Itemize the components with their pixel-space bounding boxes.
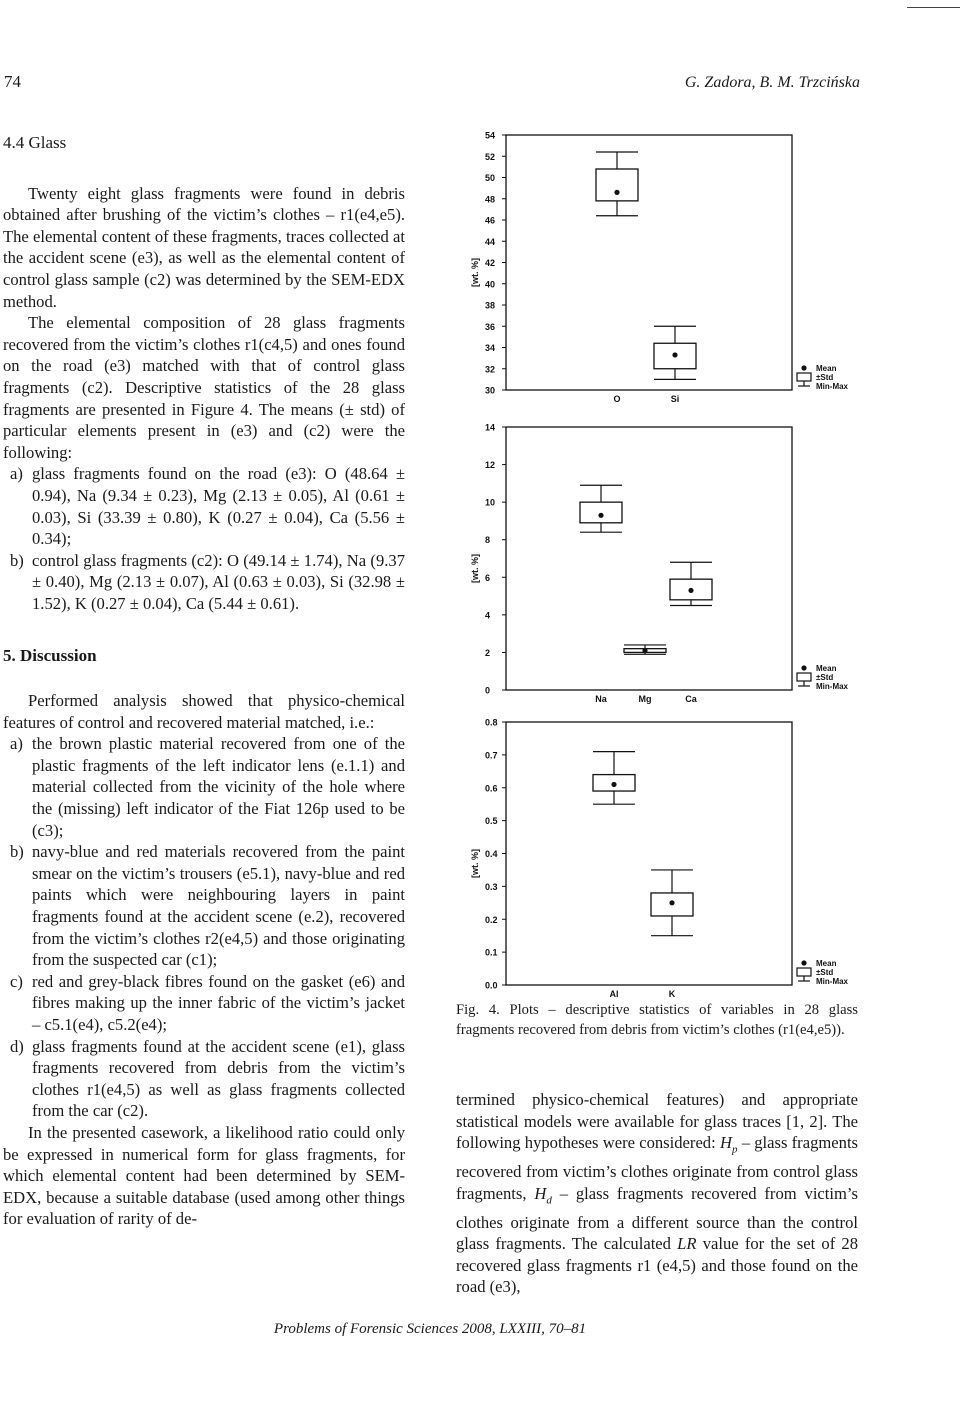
paragraph-likelihood: In the presented casework, a likelihood ratio could only be expressed in numerical form for glass fragments, for which elemental content had been determined by SEM-EDX, because a suitable database (used among other things for evaluation of rarity of de- [3, 1122, 405, 1229]
category-label: Al [609, 989, 619, 999]
y-tick-label: 0 [485, 685, 491, 696]
text-segment: termined physico-chemical features) and appropriate statistical models were available for glass traces [1, 2]. The following hypotheses were considered: [456, 1090, 858, 1153]
category-label: Na [595, 694, 607, 704]
legend-label: Min-Max [816, 977, 848, 986]
legend-label: Mean [816, 664, 837, 673]
y-tick-label: 0.8 [485, 717, 498, 728]
list-item [3, 463, 405, 549]
legend-std-marker [797, 373, 811, 381]
y-tick-label: 0.1 [485, 947, 498, 958]
text-segment: – glass fragments recovered from victim’s clothes originate from control glass fragments, [456, 1133, 859, 1203]
y-tick-label: 36 [485, 321, 496, 332]
y-tick-label: 0.7 [485, 750, 498, 761]
mean-point [642, 648, 647, 653]
paragraph-discussion: Performed analysis showed that physico-chemical features of control and recovered material matched, i.e.: [3, 691, 405, 732]
y-tick-label: 10 [485, 497, 496, 508]
y-tick-label: 52 [485, 151, 496, 162]
y-tick-label: 50 [485, 173, 496, 183]
list-text: glass fragments found at the accident scene (e1), glass fragments recovered from debris from the victim’s clothes r1(e4,5) as well as glass fragments collected from the car (c2). [32, 1036, 405, 1121]
y-axis-label: [wt. %] [470, 258, 480, 287]
legend-label: ±Std [816, 673, 834, 682]
lr-symbol: LR [677, 1234, 697, 1254]
y-tick-label: 30 [485, 385, 496, 396]
list-text: glass fragments found on the road (e3): O (48.64 ± 0.94), Na (9.34 ± 0.23), Mg (2.13 ± 0.05), Al (0.61 ± 0.03), Si (33.39 ± 0.80), K (0.27 ± 0.04), Ca (5.56 ± 0.34); [32, 464, 405, 549]
list-item [3, 971, 405, 1036]
std-box [580, 502, 622, 523]
y-tick-label: 42 [485, 258, 496, 268]
hypothesis-hd: $H_d$ [534, 1183, 552, 1206]
y-tick-label: 40 [485, 279, 496, 290]
mean-point [669, 900, 674, 905]
right-column-text [456, 1089, 858, 1298]
y-tick-label: 0.3 [485, 881, 498, 892]
y-tick-label: 12 [485, 460, 496, 471]
footer-citation: Problems of Forensic Sciences 2008, LXXIII, 70–81 [273, 1321, 587, 1337]
legend-mean-marker [801, 665, 806, 670]
category-label: Mg [638, 694, 652, 704]
list-marker: b) [10, 842, 24, 862]
y-tick-label: 0.6 [485, 783, 498, 794]
list-text: the brown plastic material recovered from one of the plastic fragments of the left indicator lens (e.1.1) and material collected from the vicinity of the hole where the (missing) left indicator of the Fiat 126p used to be (c3); [32, 734, 405, 840]
legend-std-marker [797, 673, 811, 681]
category-label: K [668, 989, 676, 999]
list-text: red and grey-black fibres found on the gasket (e6) and fibres making up the inner fabric of the victim’s jacket – c5.1(e4), c5.2(e4); [32, 971, 405, 1034]
paragraph-glass-intro: Twenty eight glass fragments were found in debris obtained after brushing of the victim’s clothes – r1(e4,e5). The elemental content of these fragments, traces collected at the accident scene (e3), as well as the elemental content of control glass sample (c2) was determined by the SEM-EDX method. [3, 183, 405, 311]
category-label: O [613, 394, 621, 404]
y-tick-label: 48 [485, 194, 496, 205]
y-tick-label: 34 [485, 343, 496, 353]
y-tick-label: 38 [485, 300, 496, 311]
figure-4-boxplots [440, 125, 860, 999]
category-label: Si [670, 394, 680, 404]
legend-label: ±Std [816, 373, 834, 382]
y-axis-label: [wt. %] [470, 554, 480, 583]
means-list [3, 463, 405, 614]
corner-rule [907, 7, 960, 8]
legend-mean-marker [801, 365, 806, 370]
figure-caption: Fig. 4. Plots – descriptive statistics of variables in 28 glass fragments recovered from debris from victim’s clothes (r1(e4,e5)). [456, 1002, 858, 1038]
legend-label: Min-Max [816, 382, 848, 391]
hypothesis-hp: $H_p$ [719, 1133, 738, 1156]
y-tick-label: 0.5 [485, 816, 498, 827]
plot-frame [506, 135, 792, 390]
mean-point [611, 782, 616, 787]
legend-mean-marker [801, 960, 806, 965]
left-column [3, 132, 405, 1230]
y-tick-label: 6 [485, 572, 491, 583]
running-head: G. Zadora, B. M. Trzcińska [684, 74, 860, 91]
y-tick-label: 4 [485, 610, 491, 621]
list-text: control glass fragments (c2): O (49.14 ± 1.74), Na (9.37 ± 0.40), Mg (2.13 ± 0.07), Al (0.63 ± 0.03), Si (32.98 ± 1.52), K (0.27 ± 0.04), Ca (5.44 ± 0.61). [32, 550, 405, 613]
plot-frame [506, 722, 792, 985]
section-4-4-title: 4.4 Glass [3, 133, 67, 152]
paragraph-glass-composition: The elemental composition of 28 glass fragments recovered from the victim’s clothes r1(c4,5) and ones found on the road (e3) matched with that of control glass fragments (c2). Descriptive statistics of the 28 glass fragments are presented in Figure 4. The means (± std) of particular elements present in (e3) and (c2) were the following: [3, 313, 405, 462]
y-tick-label: 44 [485, 236, 496, 247]
mean-point [672, 352, 677, 357]
y-tick-label: 0.0 [485, 980, 498, 991]
list-item [3, 550, 405, 615]
list-item [3, 1036, 405, 1122]
list-text: navy-blue and red materials recovered from the paint smear on the victim’s trousers (e5.1), navy-blue and red paints which were neighbouring layers in paint fragments found at the accident scene (e.2), recovered from the victim’s clothes r2(e4,5) and those originating from the suspected car (c1); [32, 842, 405, 970]
discussion-list [3, 733, 405, 1122]
list-item [3, 841, 405, 971]
y-tick-label: 14 [485, 422, 496, 433]
legend-label: ±Std [816, 968, 834, 977]
legend-label: Min-Max [816, 682, 848, 691]
y-axis-label: [wt. %] [470, 849, 480, 878]
y-tick-label: 54 [485, 130, 496, 141]
y-tick-label: 46 [485, 215, 496, 226]
list-item [3, 733, 405, 841]
y-tick-label: 8 [485, 535, 491, 546]
list-marker: b) [10, 550, 24, 570]
legend-label: Mean [816, 959, 837, 968]
std-box [596, 169, 638, 201]
list-marker: a) [10, 734, 23, 754]
text-segment: value for the set of 28 recovered glass fragments r1 (e4,5) and those found on the road (e3), [456, 1234, 859, 1297]
list-marker: c) [10, 971, 23, 991]
mean-point [614, 190, 619, 195]
y-tick-label: 0.4 [485, 849, 498, 859]
list-marker: a) [10, 464, 23, 484]
y-tick-label: 0.2 [485, 914, 498, 925]
legend-std-marker [797, 968, 811, 976]
page-number: 74 [4, 72, 21, 91]
mean-point [598, 513, 603, 518]
legend-label: Mean [816, 364, 837, 373]
y-tick-label: 2 [485, 647, 491, 658]
list-marker: d) [10, 1036, 24, 1056]
category-label: Ca [685, 694, 697, 704]
y-tick-label: 32 [485, 364, 496, 375]
mean-point [688, 588, 693, 593]
text-segment: – glass fragments recovered from victim’s clothes originate from a different source than the control glass fragments. The calculated [456, 1183, 858, 1254]
section-5-title: 5. Discussion [3, 646, 97, 666]
